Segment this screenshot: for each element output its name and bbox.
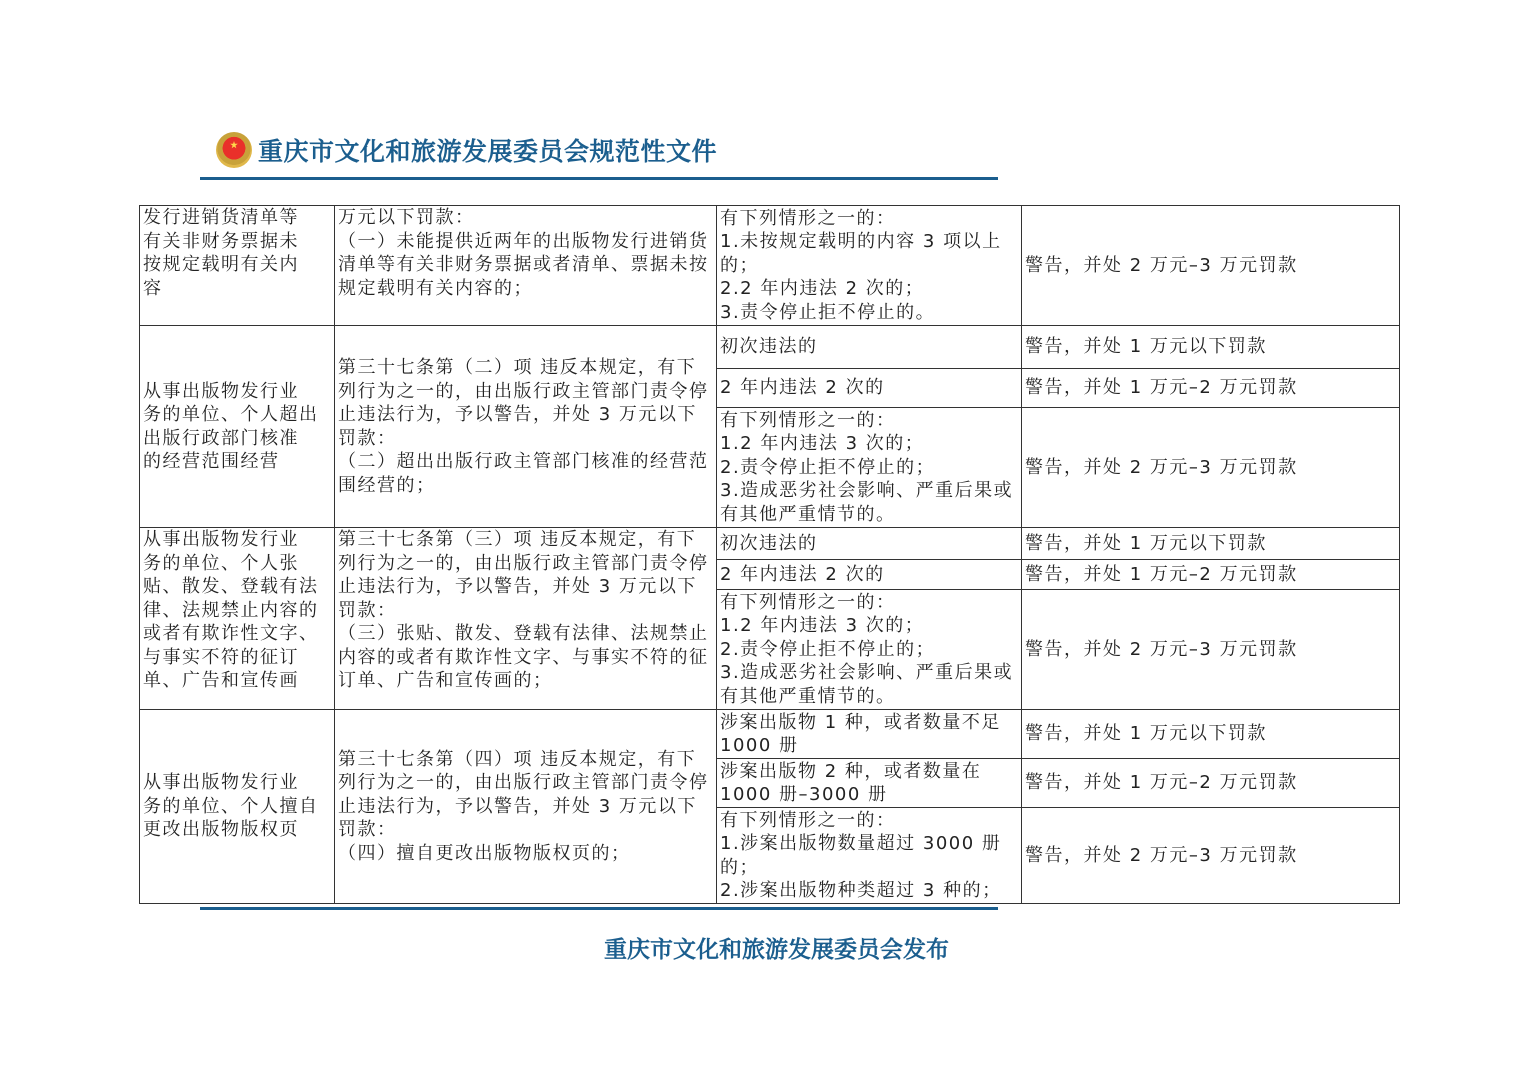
legal-basis-cell: 第三十七条第（四）项 违反本规定，有下列行为之一的，由出版行政主管部门责令停止违法行为，予以警告，并处 3 万元以下罚款： （四）擅自更改出版物版权页的； — [335, 710, 717, 904]
violation-cell: 从事出版物发行业 务的单位、个人超出 出版行政部门核准 的经营范围经营 — [140, 326, 335, 528]
header-rule — [200, 177, 998, 180]
penalty-cell: 警告，并处 2 万元–3 万元罚款 — [1022, 206, 1400, 326]
penalty-cell: 警告，并处 1 万元以下罚款 — [1022, 528, 1400, 560]
situation-cell: 初次违法的 — [717, 528, 1022, 560]
situation-cell: 有下列情形之一的： 1.未按规定载明的内容 3 项以上的； 2.2 年内违法 2 次的； 3.责令停止拒不停止的。 — [717, 206, 1022, 326]
violation-cell: 从事出版物发行业 务的单位、个人张 贴、散发、登载有法 律、法规禁止内容的 或者有欺诈性文字、 与事实不符的征订 单、广告和宣传画 — [140, 528, 335, 710]
legal-basis-cell: 第三十七条第（三）项 违反本规定，有下列行为之一的，由出版行政主管部门责令停止违法行为，予以警告，并处 3 万元以下罚款： （三）张贴、散发、登载有法律、法规禁止内容的或者有欺诈性文字、与事实不符的征订单、广告和宣传画的； — [335, 528, 717, 710]
penalty-cell: 警告，并处 1 万元以下罚款 — [1022, 710, 1400, 759]
table-row — [140, 528, 1400, 560]
violation-cell: 发行进销货清单等 有关非财务票据未 按规定载明有关内 容 — [140, 206, 335, 326]
situation-cell: 有下列情形之一的： 1.涉案出版物数量超过 3000 册的； 2.涉案出版物种类超过 3 种的； — [717, 808, 1022, 904]
legal-basis-cell: 万元以下罚款： （一）未能提供近两年的出版物发行进销货清单等有关非财务票据或者清单、票据未按规定载明有关内容的； — [335, 206, 717, 326]
penalty-table — [139, 205, 1400, 904]
document-header — [216, 132, 717, 168]
footer-publisher: 重庆市文化和旅游发展委员会发布 — [604, 936, 949, 963]
penalty-cell: 警告，并处 2 万元–3 万元罚款 — [1022, 408, 1400, 528]
penalty-cell: 警告，并处 2 万元–3 万元罚款 — [1022, 808, 1400, 904]
header-title: 重庆市文化和旅游发展委员会规范性文件 — [258, 137, 718, 166]
table-row — [140, 326, 1400, 369]
legal-basis-cell: 第三十七条第（二）项 违反本规定，有下列行为之一的，由出版行政主管部门责令停止违法行为，予以警告，并处 3 万元以下罚款： （二）超出出版行政主管部门核准的经营范围经营的； — [335, 326, 717, 528]
violation-cell: 从事出版物发行业 务的单位、个人擅自 更改出版物版权页 — [140, 710, 335, 904]
penalty-cell: 警告，并处 1 万元以下罚款 — [1022, 326, 1400, 369]
penalty-cell: 警告，并处 1 万元–2 万元罚款 — [1022, 560, 1400, 590]
situation-cell: 2 年内违法 2 次的 — [717, 560, 1022, 590]
penalty-cell: 警告，并处 1 万元–2 万元罚款 — [1022, 369, 1400, 408]
situation-cell: 2 年内违法 2 次的 — [717, 369, 1022, 408]
table-row — [140, 710, 1400, 759]
national-emblem-icon — [216, 132, 252, 168]
table-row — [140, 206, 1400, 326]
penalty-cell: 警告，并处 2 万元–3 万元罚款 — [1022, 590, 1400, 710]
situation-cell: 初次违法的 — [717, 326, 1022, 369]
penalty-cell: 警告，并处 1 万元–2 万元罚款 — [1022, 759, 1400, 808]
situation-cell: 涉案出版物 1 种，或者数量不足 1000 册 — [717, 710, 1022, 759]
situation-cell: 有下列情形之一的： 1.2 年内违法 3 次的； 2.责令停止拒不停止的； 3.造成恶劣社会影响、严重后果或有其他严重情节的。 — [717, 408, 1022, 528]
situation-cell: 涉案出版物 2 种，或者数量在 1000 册–3000 册 — [717, 759, 1022, 808]
situation-cell: 有下列情形之一的： 1.2 年内违法 3 次的； 2.责令停止拒不停止的； 3.造成恶劣社会影响、严重后果或有其他严重情节的。 — [717, 590, 1022, 710]
footer-rule — [200, 907, 998, 910]
